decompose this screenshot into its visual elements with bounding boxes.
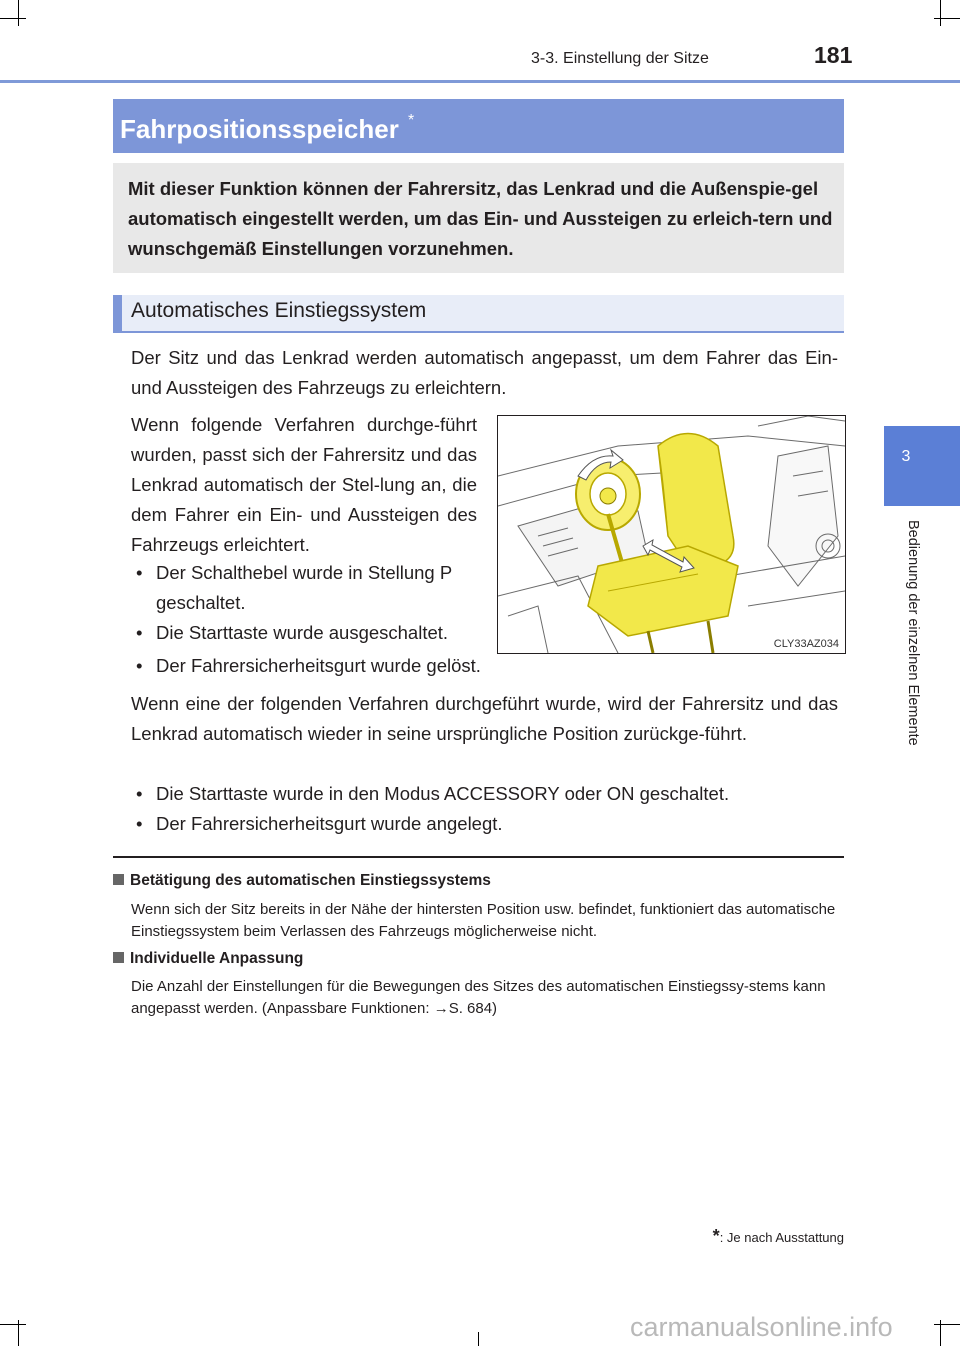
list-item [136, 779, 836, 809]
note-heading-text: Individuelle Anpassung [130, 950, 304, 967]
notes-divider [113, 856, 844, 858]
crop-mark [934, 1324, 960, 1325]
paragraph-conditions: Wenn folgende Verfahren durchge-führt wurden, passt sich der Fahrersitz und das Lenkrad automatisch der Stel-lung an, die dem Fahrer ein Ein- und Aussteigen des Fahrzeugs erleichtert. [131, 414, 477, 555]
page-number: 181 [814, 42, 853, 68]
bullet-dot: • [136, 655, 143, 676]
subsection-title: Automatisches Einstiegssystem [131, 299, 427, 322]
list-item-text: Die Starttaste wurde in den Modus ACCESSORY oder ON geschaltet. [156, 783, 730, 804]
illustration-code: CLY33AZ034 [773, 638, 839, 650]
note-heading [113, 950, 303, 968]
list-item-text: Der Fahrersicherheitsgurt wurde angelegt. [156, 813, 503, 834]
chapter-tab [884, 426, 960, 506]
square-bullet-icon [113, 874, 124, 885]
seat-illustration [497, 415, 846, 654]
bullet-dot: • [136, 813, 143, 834]
subsection-accent [113, 295, 122, 333]
bullet-dot: • [136, 562, 143, 583]
page-title: Fahrpositionsspeicher [120, 114, 399, 144]
paragraph-return: Wenn eine der folgenden Verfahren durchgeführt wurde, wird der Fahrersitz und das Lenkrad automatisch wieder in seine ursprüngliche Position zurückge-führt. [131, 693, 838, 744]
chapter-tab-number: 3 [901, 448, 911, 465]
header-rule [0, 80, 960, 83]
footnote [620, 1226, 844, 1247]
list-item [136, 618, 477, 648]
note-heading [113, 872, 491, 890]
crop-mark [0, 1324, 26, 1325]
chapter-tab-label [906, 520, 926, 795]
square-bullet-icon [113, 952, 124, 963]
list-item-text: Der Fahrersicherheitsgurt wurde gelöst. [156, 655, 481, 676]
bullet-dot: • [136, 783, 143, 804]
crop-mark [940, 0, 941, 26]
footnote-asterisk: * [712, 1226, 720, 1246]
list-item [136, 558, 477, 618]
list-item [136, 651, 836, 681]
car-interior-drawing [498, 416, 845, 653]
note-text: Wenn sich der Sitz bereits in der Nähe der hintersten Position usw. befindet, funktioniert das automatische Einstiegssystem beim Verlassen des Fahrzeugs möglicherweise nicht. [131, 901, 836, 940]
paragraph-intro: Der Sitz und das Lenkrad werden automatisch angepasst, um dem Fahrer das Ein- und Aussteigen des Fahrzeugs zu erleichtern. [131, 347, 838, 398]
crop-mark [934, 18, 960, 19]
crop-mark [478, 1332, 479, 1346]
list-item-text: Der Schalthebel wurde in Stellung P geschaltet. [156, 562, 452, 613]
list-item [136, 809, 836, 839]
crop-mark [0, 18, 26, 19]
list-item-text: Die Starttaste wurde ausgeschaltet. [156, 622, 449, 643]
note-text: Die Anzahl der Einstellungen für die Bewegungen des Sitzes des automatischen Einstiegssy-stems kann angepasst werden. (Anpassbare Funktionen: →S. 684) [131, 978, 826, 1017]
crop-mark [18, 0, 19, 26]
note-heading-text: Betätigung des automatischen Einstiegssystems [130, 872, 491, 889]
title-asterisk: * [408, 112, 415, 129]
section-title: 3-3. Einstellung der Sitze [531, 50, 709, 67]
bullet-dot: • [136, 622, 143, 643]
watermark: carmanualsonline.info [630, 1312, 893, 1342]
footnote-text: : Je nach Ausstattung [719, 1230, 844, 1245]
intro-text: Mit dieser Funktion können der Fahrersitz, das Lenkrad und die Außenspie-gel automatisch eingestellt werden, um das Ein- und Aussteigen zu erleich-tern und wunschgemäß Einstellungen vorzunehmen. [128, 178, 833, 259]
chapter-tab-label-text: Bedienung der einzelnen Elemente [905, 520, 921, 746]
